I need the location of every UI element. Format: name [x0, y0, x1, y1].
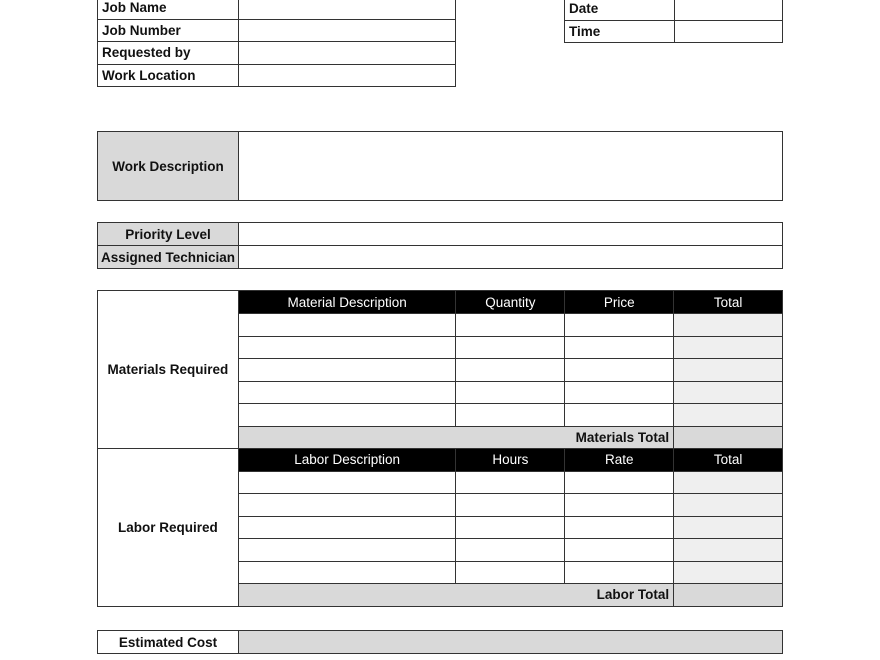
- labor-total-cell: [674, 516, 783, 539]
- rate-header: Rate: [565, 449, 674, 472]
- priority-level-field[interactable]: [239, 223, 783, 246]
- labor-required-label: Labor Required: [98, 449, 239, 607]
- material-price-cell[interactable]: [565, 381, 674, 404]
- labor-total-cell: [674, 471, 783, 494]
- labor-description-cell[interactable]: [238, 539, 456, 562]
- job-name-label: Job Name: [98, 0, 239, 19]
- material-description-cell[interactable]: [238, 404, 456, 427]
- priority-level-label: Priority Level: [98, 223, 239, 246]
- assigned-technician-field[interactable]: [239, 246, 783, 269]
- price-header: Price: [565, 291, 674, 314]
- material-price-cell[interactable]: [565, 314, 674, 337]
- job-number-label: Job Number: [98, 19, 239, 42]
- date-field[interactable]: [675, 0, 783, 20]
- materials-total-label: Materials Total: [238, 426, 673, 449]
- labor-description-cell[interactable]: [238, 494, 456, 517]
- labor-rate-cell[interactable]: [565, 561, 674, 584]
- material-description-cell[interactable]: [238, 314, 456, 337]
- work-description-field[interactable]: [239, 132, 783, 201]
- material-total-cell: [674, 381, 783, 404]
- labor-total-cell: [674, 539, 783, 562]
- estimated-cost-value: [239, 631, 783, 654]
- material-description-cell[interactable]: [238, 336, 456, 359]
- materials-total-value: [674, 426, 783, 449]
- material-quantity-cell[interactable]: [456, 314, 565, 337]
- work-location-label: Work Location: [98, 64, 239, 87]
- labor-rate-cell[interactable]: [565, 516, 674, 539]
- work-location-field[interactable]: [239, 64, 456, 87]
- material-price-cell[interactable]: [565, 336, 674, 359]
- material-total-cell: [674, 404, 783, 427]
- time-field[interactable]: [675, 20, 783, 43]
- material-total-cell: [674, 314, 783, 337]
- estimated-cost-table: [97, 630, 783, 654]
- job-name-field[interactable]: [239, 0, 456, 19]
- time-label: Time: [565, 20, 675, 43]
- labor-hours-cell[interactable]: [456, 561, 565, 584]
- material-total-header: Total: [674, 291, 783, 314]
- material-total-cell: [674, 336, 783, 359]
- assignment-table: [97, 222, 783, 269]
- material-quantity-cell[interactable]: [456, 336, 565, 359]
- labor-total-value: [674, 584, 783, 607]
- labor-description-cell[interactable]: [238, 516, 456, 539]
- material-price-cell[interactable]: [565, 359, 674, 382]
- costs-table: [97, 290, 783, 607]
- labor-rate-cell[interactable]: [565, 494, 674, 517]
- work-description-table: [97, 131, 783, 201]
- materials-required-label: Materials Required: [98, 291, 239, 449]
- material-quantity-cell[interactable]: [456, 381, 565, 404]
- hours-header: Hours: [456, 449, 565, 472]
- job-info-table: [97, 0, 456, 87]
- material-description-cell[interactable]: [238, 359, 456, 382]
- labor-description-header: Labor Description: [238, 449, 456, 472]
- labor-hours-cell[interactable]: [456, 539, 565, 562]
- material-description-header: Material Description: [238, 291, 456, 314]
- date-time-table: [564, 0, 783, 43]
- work-description-label: Work Description: [98, 132, 239, 201]
- labor-hours-cell[interactable]: [456, 516, 565, 539]
- material-price-cell[interactable]: [565, 404, 674, 427]
- requested-by-label: Requested by: [98, 42, 239, 65]
- labor-total-header: Total: [674, 449, 783, 472]
- labor-total-label: Labor Total: [238, 584, 673, 607]
- labor-hours-cell[interactable]: [456, 494, 565, 517]
- material-quantity-cell[interactable]: [456, 404, 565, 427]
- material-quantity-cell[interactable]: [456, 359, 565, 382]
- material-description-cell[interactable]: [238, 381, 456, 404]
- date-label: Date: [565, 0, 675, 20]
- labor-rate-cell[interactable]: [565, 539, 674, 562]
- quantity-header: Quantity: [456, 291, 565, 314]
- assigned-technician-label: Assigned Technician: [98, 246, 239, 269]
- labor-description-cell[interactable]: [238, 471, 456, 494]
- requested-by-field[interactable]: [239, 42, 456, 65]
- labor-description-cell[interactable]: [238, 561, 456, 584]
- labor-total-cell: [674, 561, 783, 584]
- labor-rate-cell[interactable]: [565, 471, 674, 494]
- labor-total-cell: [674, 494, 783, 517]
- job-number-field[interactable]: [239, 19, 456, 42]
- estimated-cost-label: Estimated Cost: [98, 631, 239, 654]
- material-total-cell: [674, 359, 783, 382]
- labor-hours-cell[interactable]: [456, 471, 565, 494]
